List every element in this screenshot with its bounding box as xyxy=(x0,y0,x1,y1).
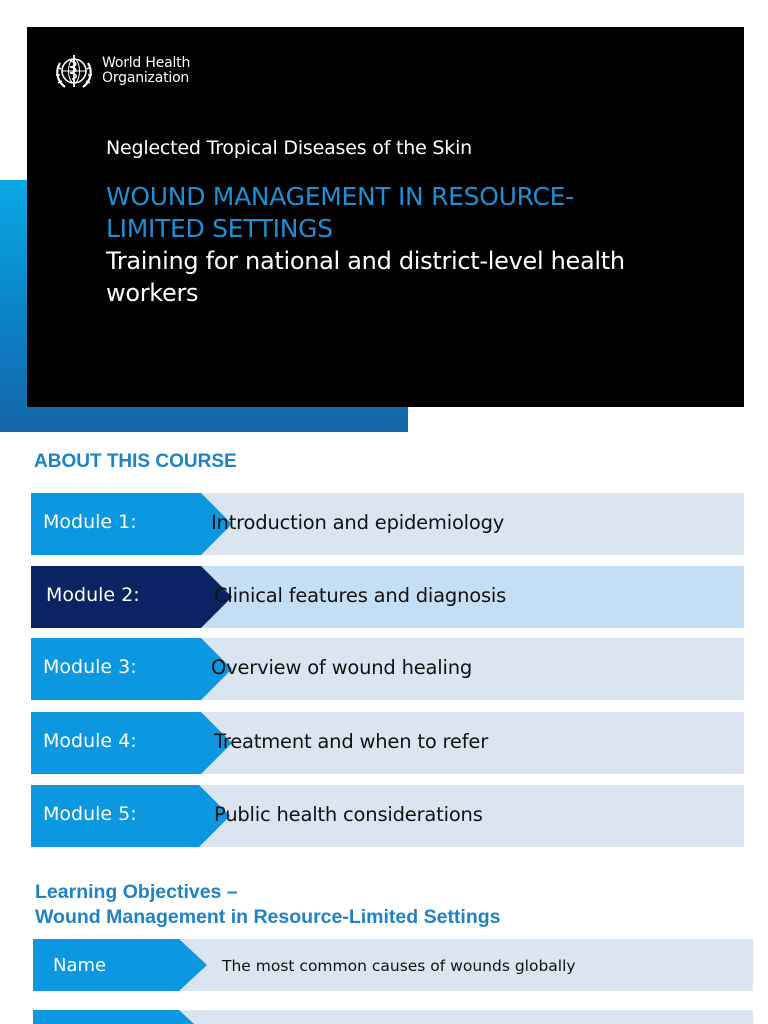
module-label: Module 5: xyxy=(43,803,137,825)
course-header xyxy=(27,27,744,407)
course-title: WOUND MANAGEMENT IN RESOURCE-LIMITED SETTINGS xyxy=(106,182,574,243)
lo-heading-line-1: Learning Objectives – xyxy=(35,881,238,903)
about-heading: ABOUT THIS COURSE xyxy=(34,451,237,472)
module-row-4[interactable] xyxy=(31,712,744,774)
logo-wordmark xyxy=(102,56,190,86)
module-row-3[interactable] xyxy=(31,638,744,700)
objective-row-1 xyxy=(33,939,753,991)
logo-line-1: World Health xyxy=(102,55,191,71)
chevron-right-icon xyxy=(179,939,207,991)
module-title: Overview of wound healing xyxy=(211,656,473,679)
module-title: Treatment and when to refer xyxy=(214,730,489,753)
module-row-2[interactable] xyxy=(31,566,744,628)
chevron-right-icon xyxy=(179,1010,207,1024)
module-title: Public health considerations xyxy=(214,803,483,826)
who-logo xyxy=(52,49,190,93)
objective-text: The most common causes of wounds globally xyxy=(222,957,576,975)
module-title: Introduction and epidemiology xyxy=(211,511,505,534)
course-kicker: Neglected Tropical Diseases of the Skin xyxy=(106,137,473,159)
objective-row-2 xyxy=(33,1010,753,1024)
module-row-1[interactable] xyxy=(31,493,744,555)
course-subtitle: Training for national and district-level health workers xyxy=(106,247,625,307)
module-title: Clinical features and diagnosis xyxy=(214,584,507,607)
logo-line-2: Organization xyxy=(102,70,190,86)
who-emblem-icon xyxy=(52,49,96,93)
lo-heading-line-2: Wound Management in Resource-Limited Settings xyxy=(35,906,501,928)
objective-tab xyxy=(33,1010,179,1024)
module-label: Module 1: xyxy=(43,511,137,533)
module-label: Module 3: xyxy=(43,656,137,678)
module-label: Module 4: xyxy=(43,730,137,752)
module-label: Module 2: xyxy=(46,584,140,606)
module-row-5[interactable] xyxy=(31,785,744,847)
objective-label: Name xyxy=(53,955,107,976)
learning-objectives-heading xyxy=(35,880,501,930)
